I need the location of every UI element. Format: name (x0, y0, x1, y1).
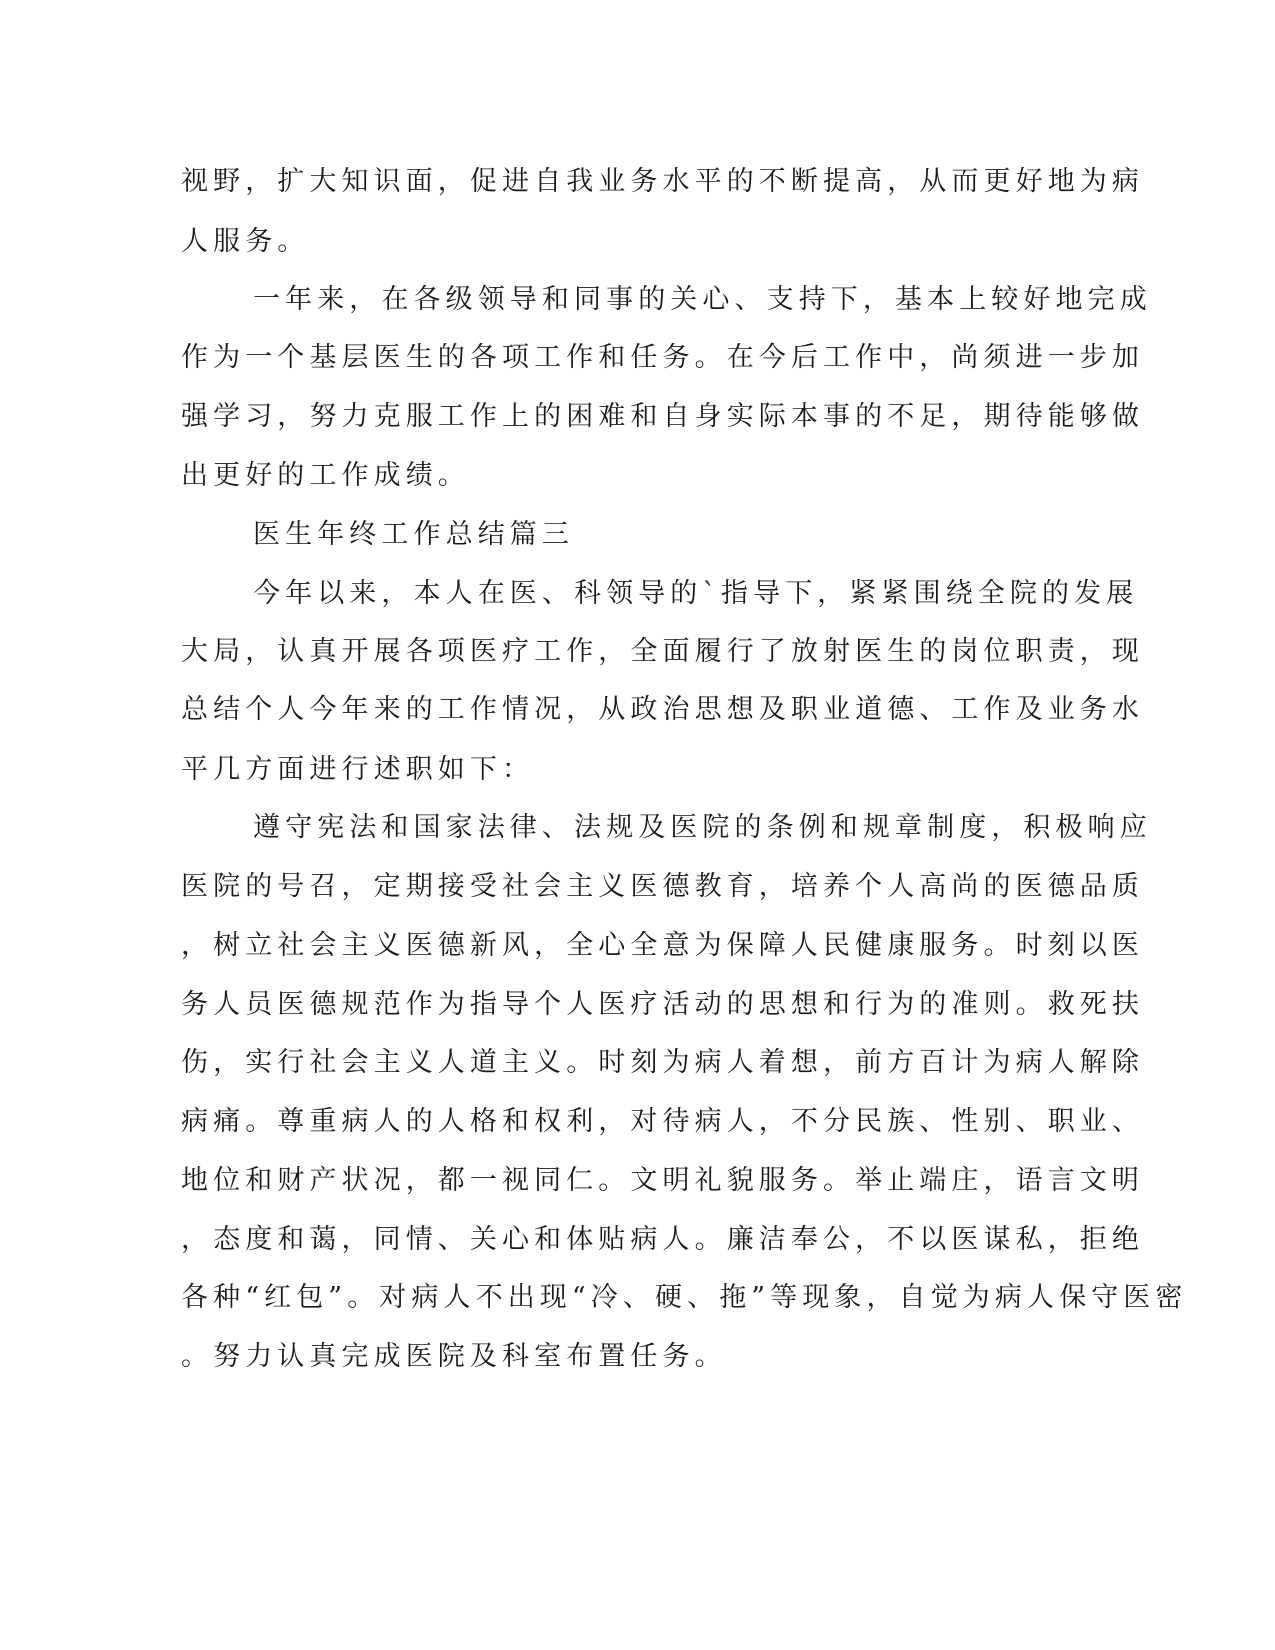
text-line: 强学习，努力克服工作上的困难和自身实际本事的不足，期待能够做 (181, 401, 1144, 432)
text-line: 视野，扩大知识面，促进自我业务水平的不断提高，从而更好地为病 (181, 166, 1144, 197)
text-line: 大局，认真开展各项医疗工作，全面履行了放射医生的岗位职责，现 (181, 636, 1144, 667)
text-line: 平几方面进行述职如下： (181, 754, 535, 785)
text-line: 病痛。尊重病人的人格和权利，对待病人，不分民族、性别、职业、 (181, 1106, 1144, 1137)
text-line: ，树立社会主义医德新风，全心全意为保障人民健康服务。时刻以医 (181, 930, 1144, 961)
text-line: 一年来，在各级领导和同事的关心、支持下，基本上较好地完成 (253, 284, 1152, 315)
text-line: 出更好的工作成绩。 (181, 460, 470, 491)
text-line: 各种“红包”。对病人不出现“冷、硬、拖”等现象，自觉为病人保守医密 (181, 1282, 1188, 1313)
text-line: 。努力认真完成医院及科室布置任务。 (181, 1341, 727, 1372)
text-line: ，态度和蔼，同情、关心和体贴病人。廉洁奉公，不以医谋私，拒绝 (181, 1224, 1144, 1255)
text-line: 总结个人今年来的工作情况，从政治思想及职业道德、工作及业务水 (181, 694, 1144, 725)
text-line: 作为一个基层医生的各项工作和任务。在今后工作中，尚须进一步加 (181, 342, 1144, 373)
text-line: 遵守宪法和国家法律、法规及医院的条例和规章制度，积极响应 (253, 812, 1152, 843)
text-line: 今年以来，本人在医、科领导的`指导下，紧紧围绕全院的发展 (253, 578, 1139, 609)
text-line: 医院的号召，定期接受社会主义医德教育，培养个人高尚的医德品质 (181, 871, 1144, 902)
text-line: 务人员医德规范作为指导个人医疗活动的思想和行为的准则。救死扶 (181, 989, 1144, 1020)
section-heading: 医生年终工作总结篇三 (253, 519, 574, 550)
text-line: 地位和财产状况，都一视同仁。文明礼貌服务。举止端庄，语言文明 (181, 1165, 1144, 1196)
text-line: 人服务。 (181, 226, 310, 257)
text-line: 伤，实行社会主义人道主义。时刻为病人着想，前方百计为病人解除 (181, 1047, 1144, 1078)
